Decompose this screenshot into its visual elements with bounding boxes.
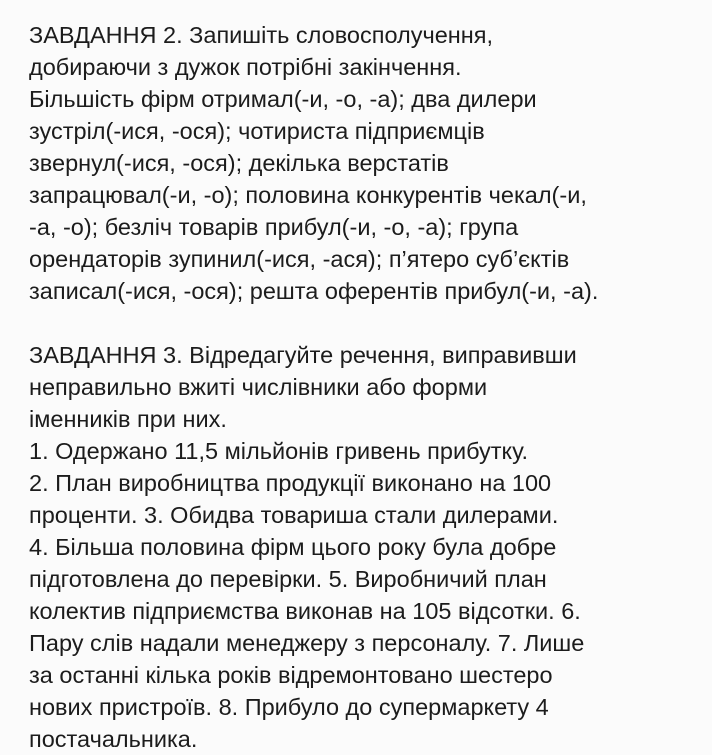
task-3-text-line: Пару слів надали менеджеру з персоналу. 7. Лише (29, 630, 585, 656)
task-3-block (29, 339, 584, 755)
task-3-text-line: колектив підприємства виконав на 105 відсотки. 6. (29, 598, 581, 624)
task-3-text-line: постачальника. (29, 726, 198, 752)
task-3-text-line: 1. Одержано 11,5 мільйонів гривень прибутку. (29, 438, 529, 464)
task-2-block (29, 19, 598, 307)
task-3-text-line: проценти. 3. Обидва товариша стали дилерами. (29, 502, 559, 528)
task-2-text-line: звернул(-ися, -ося); декілька верстатів (29, 150, 449, 176)
task-2-text-line: орендаторів зупинил(-ися, -ася); п’ятеро суб’єктів (29, 246, 570, 272)
task-2-text-line: Більшість фірм отримал(-и, -о, -а); два дилери (29, 86, 537, 112)
task-2-text-line: записал(-ися, -ося); решта оферентів прибул(-и, -а). (29, 278, 599, 304)
task-2-text-line: зустріл(-ися, -ося); чотириста підприємців (29, 118, 485, 144)
task-3-text-line: 2. План виробництва продукції виконано на 100 (29, 470, 552, 496)
task-3-text-line: за останні кілька років відремонтовано шестеро (29, 662, 553, 688)
task-3-text-line: 4. Більша половина фірм цього року була добре (29, 534, 557, 560)
task-2-text-line: добираючи з дужок потрібні закінчення. (29, 54, 462, 80)
task-2-text-line: -а, -о); безліч товарів прибул(-и, -о, -а); група (29, 214, 519, 240)
task-2-heading-line: ЗАВДАННЯ 2. Запишіть словосполучення, (29, 22, 494, 48)
task-3-text-line: підготовлена до перевірки. 5. Виробничий план (29, 566, 547, 592)
task-3-heading-line: ЗАВДАННЯ 3. Відредагуйте речення, виправивши (29, 342, 577, 368)
task-3-text-line: нових пристроїв. 8. Прибуло до супермаркету 4 (29, 694, 549, 720)
task-3-text-line: іменників при них. (29, 406, 227, 432)
task-2-text-line: запрацювал(-и, -о); половина конкурентів чекал(-и, (29, 182, 587, 208)
task-3-text-line: неправильно вжиті числівники або форми (29, 374, 488, 400)
